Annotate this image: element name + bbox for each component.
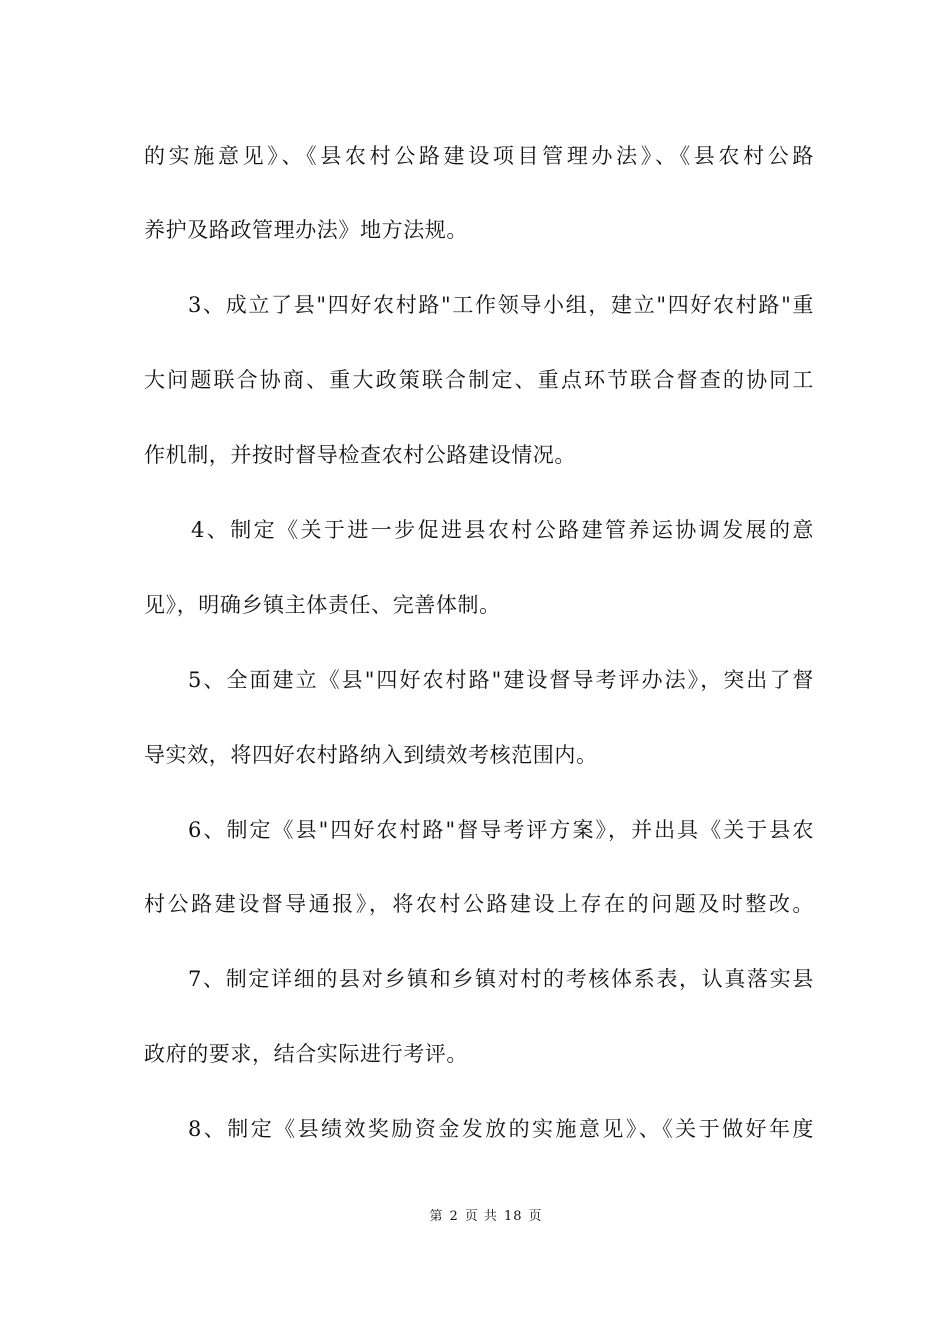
text-line-1: 的实施意见》、《县农村公路建设项目管理办法》、《县农村公路: [144, 144, 814, 168]
footer-current-page: 2: [449, 1209, 459, 1224]
text-line-9: 导实效，将四好农村路纳入到绩效考核范围内。: [144, 743, 598, 767]
text-line-7: 见》，明确乡镇主体责任、完善体制。: [144, 593, 501, 617]
footer-middle: 页 共: [464, 1209, 498, 1224]
text-line-12: 7、制定详细的县对乡镇和乡镇对村的考核体系表，认真落实县: [188, 967, 814, 991]
text-line-14: 8、制定《县绩效奖励资金发放的实施意见》、《关于做好年度: [188, 1117, 814, 1141]
text-line-11: 村公路建设督导通报》，将农村公路建设上存在的问题及时整改。: [144, 892, 814, 916]
footer-suffix: 页: [528, 1209, 543, 1224]
text-line-8: 5、全面建立《县"四好农村路"建设督导考评办法》，突出了督: [188, 668, 814, 692]
text-line-3: 3、成立了县"四好农村路"工作领导小组，建立"四好农村路"重: [188, 293, 814, 317]
text-line-5: 作机制，并按时督导检查农村公路建设情况。: [144, 443, 576, 467]
text-line-4: 大问题联合协商、重大政策联合制定、重点环节联合督查的协同工: [144, 368, 814, 392]
footer-total-pages: 18: [503, 1209, 523, 1224]
footer-prefix: 第: [429, 1209, 444, 1224]
text-line-2: 养护及路政管理办法》地方法规。: [144, 218, 468, 242]
text-line-6: 4、制定《关于进一步促进县农村公路建管养运协调发展的意: [191, 518, 814, 542]
text-line-10: 6、制定《县"四好农村路"督导考评方案》，并出具《关于县农: [188, 818, 814, 842]
page-footer: [0, 1208, 950, 1226]
text-line-13: 政府的要求，结合实际进行考评。: [144, 1042, 468, 1066]
